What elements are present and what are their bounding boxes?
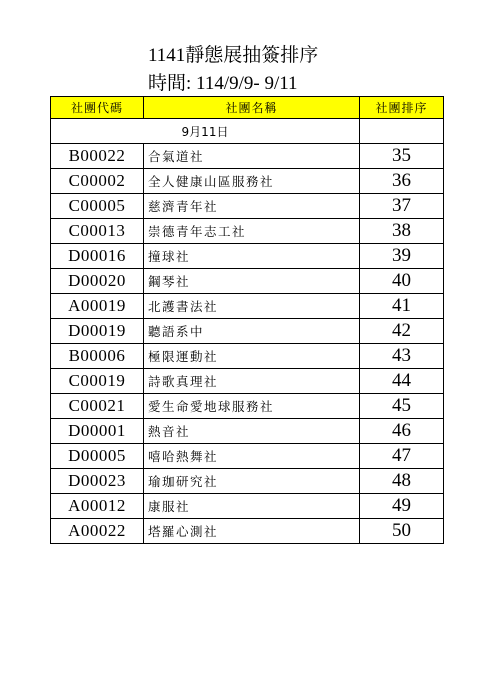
club-name-cell: 合氣道社	[144, 144, 360, 169]
club-rank-cell: 47	[360, 444, 444, 469]
page-title: 1141靜態展抽簽排序	[148, 45, 319, 66]
table-row	[51, 344, 444, 369]
table-row	[51, 394, 444, 419]
club-code-cell: C00002	[51, 169, 144, 194]
club-rank-cell: 42	[360, 319, 444, 344]
club-code-cell: D00016	[51, 244, 144, 269]
club-name-cell: 熱音社	[144, 419, 360, 444]
table-row	[51, 144, 444, 169]
table-row	[51, 244, 444, 269]
club-rank-cell: 43	[360, 344, 444, 369]
table-row	[51, 294, 444, 319]
club-rank-cell: 36	[360, 169, 444, 194]
club-code-cell: D00005	[51, 444, 144, 469]
club-name-cell: 詩歌真理社	[144, 369, 360, 394]
club-name-cell: 瑜珈研究社	[144, 469, 360, 494]
club-rank-cell: 38	[360, 219, 444, 244]
table-row	[51, 269, 444, 294]
table-row	[51, 194, 444, 219]
club-name-cell: 嘻哈熱舞社	[144, 444, 360, 469]
club-rank-cell: 44	[360, 369, 444, 394]
page-subtitle-date-range: 時間: 114/9/9- 9/11	[148, 73, 298, 94]
club-name-cell: 塔羅心測社	[144, 519, 360, 544]
table-row	[51, 519, 444, 544]
lottery-order-table	[50, 96, 444, 544]
club-name-cell: 全人健康山區服務社	[144, 169, 360, 194]
club-code-cell: D00001	[51, 419, 144, 444]
club-code-cell: A00022	[51, 519, 144, 544]
header-club-name: 社團名稱	[144, 97, 360, 119]
table-row	[51, 369, 444, 394]
table-row	[51, 444, 444, 469]
table-row	[51, 219, 444, 244]
club-name-cell: 慈濟青年社	[144, 194, 360, 219]
club-code-cell: A00012	[51, 494, 144, 519]
table-row	[51, 319, 444, 344]
club-rank-cell: 40	[360, 269, 444, 294]
table-row	[51, 419, 444, 444]
club-code-cell: A00019	[51, 294, 144, 319]
table-row	[51, 494, 444, 519]
club-code-cell: C00021	[51, 394, 144, 419]
club-name-cell: 崇德青年志工社	[144, 219, 360, 244]
club-rank-cell: 48	[360, 469, 444, 494]
club-name-cell: 極限運動社	[144, 344, 360, 369]
date-row-empty-cell	[360, 119, 444, 144]
club-code-cell: C00013	[51, 219, 144, 244]
club-name-cell: 康服社	[144, 494, 360, 519]
club-code-cell: D00019	[51, 319, 144, 344]
club-name-cell: 聽語系中	[144, 319, 360, 344]
date-label: 9月11日	[51, 119, 360, 144]
club-rank-cell: 49	[360, 494, 444, 519]
club-name-cell: 撞球社	[144, 244, 360, 269]
date-row	[51, 119, 444, 144]
header-club-rank: 社團排序	[360, 97, 444, 119]
table-row	[51, 469, 444, 494]
club-code-cell: B00022	[51, 144, 144, 169]
club-rank-cell: 50	[360, 519, 444, 544]
club-code-cell: C00019	[51, 369, 144, 394]
table-row	[51, 169, 444, 194]
header-club-code: 社團代碼	[51, 97, 144, 119]
club-name-cell: 鋼琴社	[144, 269, 360, 294]
club-rank-cell: 35	[360, 144, 444, 169]
club-code-cell: B00006	[51, 344, 144, 369]
club-code-cell: D00020	[51, 269, 144, 294]
club-rank-cell: 41	[360, 294, 444, 319]
table-header-row	[51, 97, 444, 119]
club-rank-cell: 37	[360, 194, 444, 219]
club-name-cell: 愛生命愛地球服務社	[144, 394, 360, 419]
club-rank-cell: 39	[360, 244, 444, 269]
club-rank-cell: 45	[360, 394, 444, 419]
club-rank-cell: 46	[360, 419, 444, 444]
club-code-cell: D00023	[51, 469, 144, 494]
club-name-cell: 北護書法社	[144, 294, 360, 319]
club-code-cell: C00005	[51, 194, 144, 219]
